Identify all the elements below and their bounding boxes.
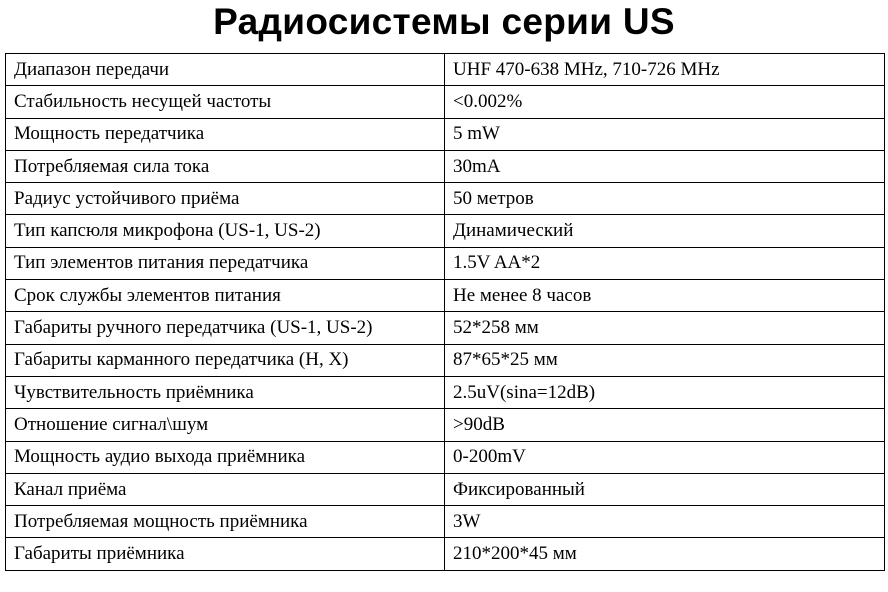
value-cell: >90dB [445, 409, 885, 441]
parameter-cell: Габариты приёмника [6, 538, 445, 570]
table-row [6, 183, 885, 215]
table-row [6, 441, 885, 473]
table-row [6, 215, 885, 247]
value-cell: 210*200*45 мм [445, 538, 885, 570]
table-row [6, 247, 885, 279]
parameter-cell: Мощность передатчика [6, 118, 445, 150]
value-cell: 0-200mV [445, 441, 885, 473]
table-row [6, 473, 885, 505]
parameter-cell: Габариты ручного передатчика (US-1, US-2) [6, 312, 445, 344]
table-row [6, 150, 885, 182]
value-cell: 52*258 мм [445, 312, 885, 344]
table-row [6, 54, 885, 86]
parameter-cell: Потребляемая сила тока [6, 150, 445, 182]
value-cell: 87*65*25 мм [445, 344, 885, 376]
value-cell: Не менее 8 часов [445, 280, 885, 312]
parameter-cell: Тип элементов питания передатчика [6, 247, 445, 279]
value-cell: UHF 470-638 MHz, 710-726 MHz [445, 54, 885, 86]
table-row [6, 506, 885, 538]
value-cell: 1.5V AA*2 [445, 247, 885, 279]
table-row [6, 312, 885, 344]
parameter-cell: Канал приёма [6, 473, 445, 505]
table-row [6, 409, 885, 441]
value-cell: 5 mW [445, 118, 885, 150]
table-row [6, 86, 885, 118]
value-cell: 50 метров [445, 183, 885, 215]
parameter-cell: Срок службы элементов питания [6, 280, 445, 312]
parameter-cell: Стабильность несущей частоты [6, 86, 445, 118]
value-cell: 30mA [445, 150, 885, 182]
table-row [6, 538, 885, 570]
parameter-cell: Тип капсюля микрофона (US-1, US-2) [6, 215, 445, 247]
table-row [6, 344, 885, 376]
parameter-cell: Отношение сигнал\шум [6, 409, 445, 441]
specifications-table [5, 53, 885, 571]
parameter-cell: Габариты карманного передатчика (H, X) [6, 344, 445, 376]
value-cell: 3W [445, 506, 885, 538]
value-cell: <0.002% [445, 86, 885, 118]
page-title: Радиосистемы серии US [213, 1, 675, 42]
parameter-cell: Чувствительность приёмника [6, 376, 445, 408]
value-cell: 2.5uV(sina=12dB) [445, 376, 885, 408]
table-row [6, 376, 885, 408]
parameter-cell: Радиус устойчивого приёма [6, 183, 445, 215]
value-cell: Динамический [445, 215, 885, 247]
table-row [6, 118, 885, 150]
parameter-cell: Мощность аудио выхода приёмника [6, 441, 445, 473]
table-row [6, 280, 885, 312]
parameter-cell: Диапазон передачи [6, 54, 445, 86]
parameter-cell: Потребляемая мощность приёмника [6, 506, 445, 538]
value-cell: Фиксированный [445, 473, 885, 505]
